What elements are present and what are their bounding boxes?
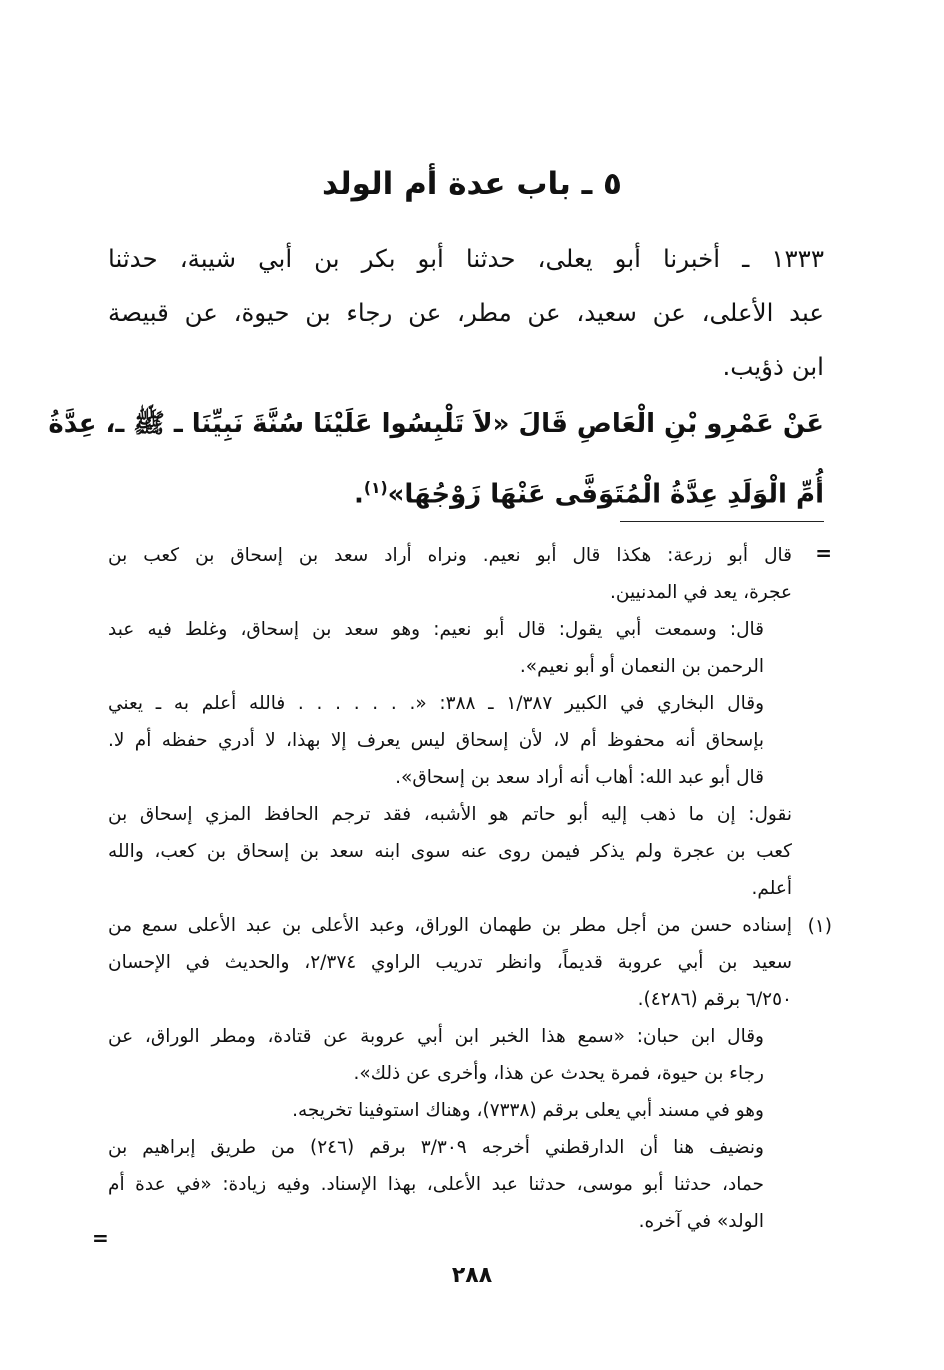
main-line-3: ابن ذؤيب.: [722, 352, 824, 381]
note-line: وهو في مسند أبي يعلى برقم (٧٣٣٨)، وهناك استوفينا تخريجه.: [292, 1100, 764, 1121]
note-line: قال أبو عبد الله: أهاب أنه أراد سعد بن إسحاق».: [395, 767, 764, 788]
note-line: كعب بن عجرة ولم يذكر فيمن روى عنه سوى ابنه سعد بن إسحاق بن كعب، والله: [108, 841, 792, 862]
note-line: قال: وسمعت أبي يقول: قال أبو نعيم: وهو سعد بن إسحاق، وغلط فيه عبد: [108, 619, 764, 640]
note-line: الولد» في آخره.: [638, 1211, 764, 1232]
note-paragraph-3: [108, 685, 792, 759]
main-text: [108, 232, 824, 394]
note-line: وقال البخاري في الكبير ١/٣٨٧ ـ ٣٨٨: «. . . . . . . فالله أعلم به ـ يعني: [108, 693, 765, 714]
note-line: الرحمن بن النعمان أو أبو نعيم».: [519, 656, 764, 677]
note-line: وقال ابن حبان: «سمع هذا الخبر ابن أبي عروبة عن قتادة، ومطر الوراق، عن: [108, 1026, 764, 1047]
note-line: حماد، حدثنا أبو موسى، حدثنا عبد الأعلى، بهذا الإسناد. وفيه زيادة: «في عدة أم: [108, 1174, 764, 1195]
hadith-line-2: [108, 456, 824, 527]
note-line: ونضيف هنا أن الدارقطني أخرجه ٣/٣٠٩ برقم (٢٤٦) من طريق إبراهيم بن: [108, 1137, 764, 1158]
note-paragraph-4: [108, 759, 792, 796]
footnote-1: [108, 907, 792, 1018]
hadith-line-1: عَنْ عَمْرِو بْنِ الْعَاصِ قَالَ «لاَ تَلْبِسُوا عَلَيْنَا سُنَّةَ نَبِيِّنَا ـ ﷺ ـ، عِدَّةُ: [48, 409, 824, 439]
hadith-line-2-text: أُمِّ الْوَلَدِ عِدَّةُ الْمُتَوَفَّى عَنْهَا زَوْجُهَا»: [387, 479, 824, 510]
main-line-2: عبد الأعلى، عن سعيد، عن مطر، عن رجاء بن حيوة، عن قبيصة: [108, 298, 824, 327]
footnote-ref-1: (١): [363, 479, 388, 497]
note-line: سعيد بن أبي عروبة قديماً، وانظر تدريب الراوي ٢/٣٧٤، والحديث في الإحسان: [108, 952, 792, 973]
hadith-end-mark: .: [353, 479, 364, 510]
footnote-1-marker: (١): [807, 916, 832, 937]
note-line: نقول: إن ما ذهب إليه أبو حاتم هو الأشبه، فقد ترجم الحافظ المزي إسحاق بن: [108, 804, 792, 825]
hadith-text: [48, 392, 824, 527]
note-line: بإسحاق أنه محفوظ أم لا، لأن إسحاق ليس يعرف إلا بهذا، لا أدري حفظه أم لا.: [108, 730, 764, 751]
note-paragraph-5: [108, 796, 792, 907]
note-paragraph-8: [108, 1129, 792, 1240]
note-line: رجاء بن حيوة، فمرة يحدث عن هذا، وأخرى عن ذلك».: [353, 1063, 764, 1084]
continuation-mark-bottom: =: [92, 1226, 109, 1250]
note-line: إسناده حسن من أجل مطر بن طهمان الوراق، وعبد الأعلى بن عبد الأعلى سمع من: [108, 915, 792, 936]
note-paragraph-1: [108, 537, 792, 611]
note-line: عجرة، يعد في المدنيين.: [609, 582, 792, 603]
note-paragraph-6: [108, 1018, 792, 1092]
note-paragraph-2: [108, 611, 792, 685]
main-line-1: ١٣٣٣ ـ أخبرنا أبو يعلى، حدثنا أبو بكر بن أبي شيبة، حدثنا: [108, 244, 824, 273]
continuation-mark-top: =: [815, 541, 832, 565]
note-line: أعلم.: [751, 878, 792, 899]
footnote-separator: [620, 521, 824, 522]
note-line: قال أبو زرعة: هكذا قال أبو نعيم. ونراه أراد سعد بن إسحاق بن كعب بن: [108, 545, 792, 566]
page-number: ٢٨٨: [451, 1263, 493, 1288]
note-line: ٦/٢٥٠ برقم (٤٢٨٦).: [637, 989, 792, 1010]
chapter-heading: ٥ ـ باب عدة أم الولد: [322, 166, 622, 202]
note-paragraph-7: [108, 1092, 792, 1129]
footnotes: [108, 537, 792, 1240]
